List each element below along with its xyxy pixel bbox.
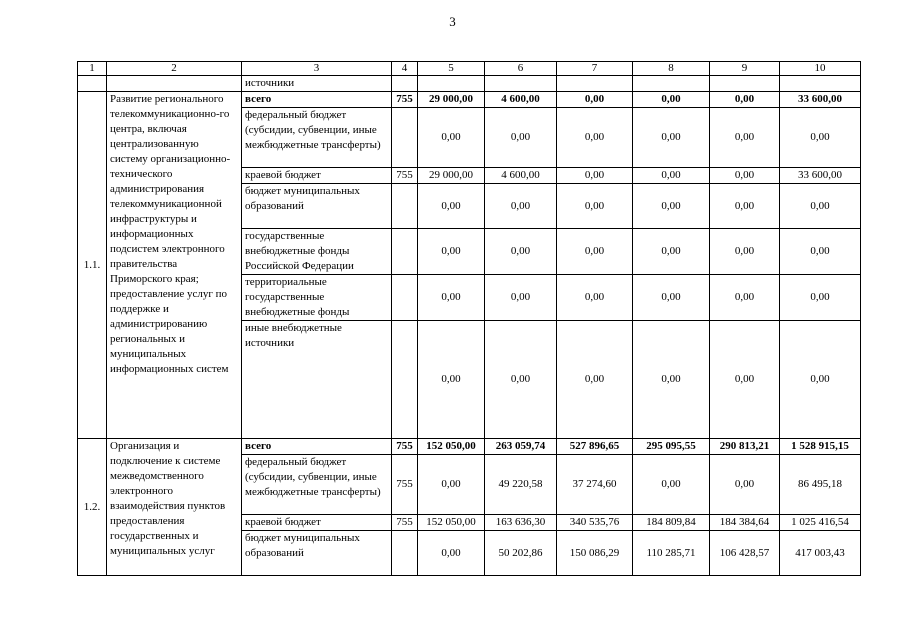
value-cell: 0,00 — [710, 92, 780, 108]
value-cell: 29 000,00 — [418, 168, 485, 184]
value-cell: 417 003,43 — [780, 531, 861, 576]
value-cell: 86 495,18 — [780, 455, 861, 515]
value-cell: 0,00 — [710, 108, 780, 168]
source-cell: источники — [242, 76, 392, 92]
value-cell: 0,00 — [633, 229, 710, 275]
source-cell: федеральный бюджет (субсидии, субвенции, иные межбюджетные трансферты) — [242, 455, 392, 515]
code-cell — [392, 531, 418, 576]
value-cell: 0,00 — [418, 184, 485, 229]
section-name: Развитие регионального телекоммуникационно-го центра, включая централизованную систему организационно-технического администрирования телекоммуникационной инфраструктуры и информационных подсистем электронного правительства Приморского края; предоставление услуг по поддержке и администрированию региональных и муниципальных информационных систем — [107, 92, 242, 439]
section-name: Организация и подключение к системе межведомственного электронного взаимодействия пунктов предоставления государственных и муниципальных услуг — [107, 439, 242, 576]
value-cell: 106 428,57 — [710, 531, 780, 576]
value-cell: 0,00 — [418, 455, 485, 515]
value-cell: 0,00 — [557, 321, 633, 439]
source-cell: всего — [242, 439, 392, 455]
col-header: 6 — [485, 62, 557, 76]
source-cell: государственные внебюджетные фонды Российской Федерации — [242, 229, 392, 275]
value-cell: 184 809,84 — [633, 515, 710, 531]
value-cell: 0,00 — [633, 184, 710, 229]
page-number: 3 — [449, 14, 456, 29]
source-cell: федеральный бюджет (субсидии, субвенции, иные межбюджетные трансферты) — [242, 108, 392, 168]
budget-table — [77, 61, 861, 576]
value-cell: 0,00 — [780, 321, 861, 439]
value-cell: 110 285,71 — [633, 531, 710, 576]
source-cell: всего — [242, 92, 392, 108]
col-header: 10 — [780, 62, 861, 76]
value-cell: 0,00 — [780, 184, 861, 229]
code-cell: 755 — [392, 92, 418, 108]
value-cell: 29 000,00 — [418, 92, 485, 108]
value-cell: 49 220,58 — [485, 455, 557, 515]
value-cell: 0,00 — [557, 184, 633, 229]
value-cell: 0,00 — [485, 275, 557, 321]
value-cell: 0,00 — [418, 108, 485, 168]
value-cell: 0,00 — [710, 455, 780, 515]
value-cell: 0,00 — [418, 531, 485, 576]
value-cell: 0,00 — [633, 455, 710, 515]
code-cell: 755 — [392, 439, 418, 455]
value-cell: 0,00 — [418, 321, 485, 439]
value-cell: 0,00 — [485, 108, 557, 168]
value-cell: 33 600,00 — [780, 168, 861, 184]
source-cell: территориальные государственные внебюджетные фонды — [242, 275, 392, 321]
value-cell: 0,00 — [710, 168, 780, 184]
value-cell: 0,00 — [780, 229, 861, 275]
value-cell: 527 896,65 — [557, 439, 633, 455]
value-cell: 4 600,00 — [485, 168, 557, 184]
value-cell: 0,00 — [557, 108, 633, 168]
code-cell: 755 — [392, 515, 418, 531]
value-cell: 0,00 — [557, 168, 633, 184]
source-cell: краевой бюджет — [242, 168, 392, 184]
col-header: 5 — [418, 62, 485, 76]
code-cell — [392, 184, 418, 229]
value-cell: 0,00 — [485, 229, 557, 275]
value-cell: 0,00 — [780, 275, 861, 321]
value-cell: 0,00 — [557, 229, 633, 275]
source-cell: бюджет муниципальных образований — [242, 184, 392, 229]
code-cell: 755 — [392, 168, 418, 184]
value-cell: 0,00 — [710, 184, 780, 229]
value-cell: 263 059,74 — [485, 439, 557, 455]
value-cell: 184 384,64 — [710, 515, 780, 531]
code-cell — [392, 229, 418, 275]
value-cell: 0,00 — [418, 229, 485, 275]
col-header: 8 — [633, 62, 710, 76]
col-header: 4 — [392, 62, 418, 76]
continuation-row — [78, 76, 861, 92]
source-cell: иные внебюджетные источники — [242, 321, 392, 439]
col-header: 3 — [242, 62, 392, 76]
value-cell: 163 636,30 — [485, 515, 557, 531]
value-cell: 33 600,00 — [780, 92, 861, 108]
code-cell — [392, 275, 418, 321]
value-cell: 290 813,21 — [710, 439, 780, 455]
col-header: 7 — [557, 62, 633, 76]
value-cell: 0,00 — [710, 229, 780, 275]
code-cell — [392, 321, 418, 439]
col-header: 2 — [107, 62, 242, 76]
value-cell: 0,00 — [780, 108, 861, 168]
value-cell: 0,00 — [485, 184, 557, 229]
value-cell: 0,00 — [633, 275, 710, 321]
section-number: 1.1. — [78, 92, 107, 439]
header-row — [78, 62, 861, 76]
value-cell: 0,00 — [633, 168, 710, 184]
value-cell: 0,00 — [633, 321, 710, 439]
col-header: 9 — [710, 62, 780, 76]
source-cell: краевой бюджет — [242, 515, 392, 531]
value-cell: 1 025 416,54 — [780, 515, 861, 531]
table-row — [78, 92, 861, 108]
value-cell: 152 050,00 — [418, 439, 485, 455]
section-number: 1.2. — [78, 439, 107, 576]
table-row — [78, 439, 861, 455]
code-cell — [392, 108, 418, 168]
value-cell: 0,00 — [633, 108, 710, 168]
value-cell: 0,00 — [710, 275, 780, 321]
source-cell: бюджет муниципальных образований — [242, 531, 392, 576]
value-cell: 4 600,00 — [485, 92, 557, 108]
value-cell: 0,00 — [485, 321, 557, 439]
value-cell: 295 095,55 — [633, 439, 710, 455]
value-cell: 0,00 — [418, 275, 485, 321]
value-cell: 152 050,00 — [418, 515, 485, 531]
value-cell: 0,00 — [557, 92, 633, 108]
value-cell: 0,00 — [710, 321, 780, 439]
value-cell: 0,00 — [557, 275, 633, 321]
value-cell: 50 202,86 — [485, 531, 557, 576]
value-cell: 150 086,29 — [557, 531, 633, 576]
code-cell: 755 — [392, 455, 418, 515]
col-header: 1 — [78, 62, 107, 76]
value-cell: 1 528 915,15 — [780, 439, 861, 455]
value-cell: 37 274,60 — [557, 455, 633, 515]
value-cell: 340 535,76 — [557, 515, 633, 531]
value-cell: 0,00 — [633, 92, 710, 108]
